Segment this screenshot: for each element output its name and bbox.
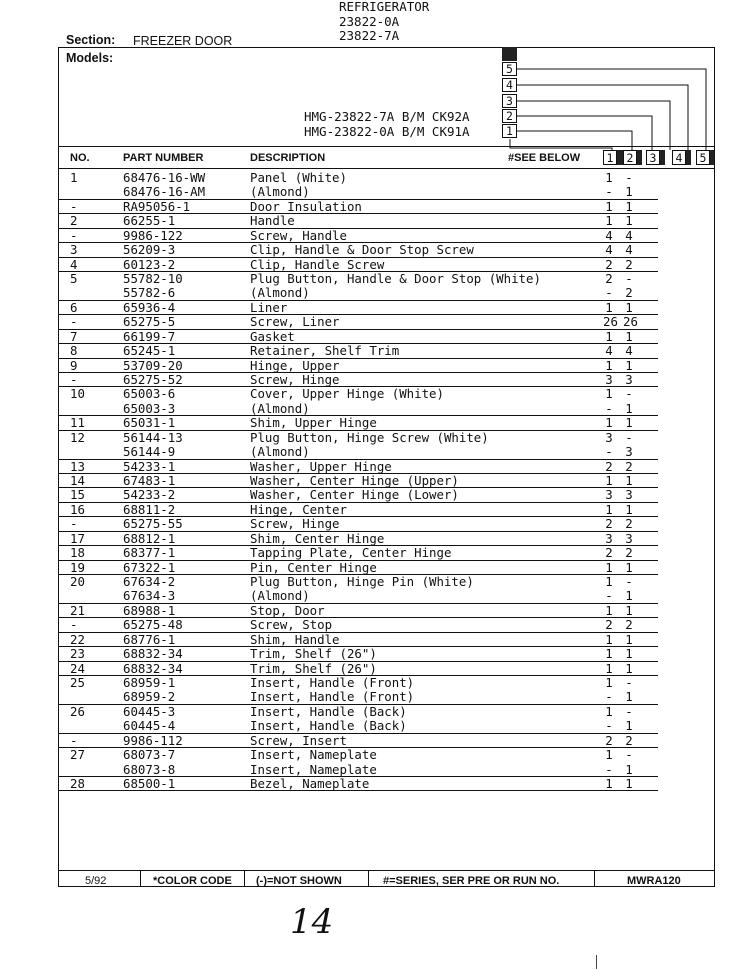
models-label: Models:: [66, 51, 114, 65]
row-no: 6: [70, 299, 78, 315]
row-no: 14: [70, 473, 85, 489]
series-box-4: 4: [502, 78, 517, 92]
table-row: [58, 763, 658, 777]
row-qty-series-2: 2: [625, 617, 633, 633]
row-qty-series-1: 3: [605, 429, 613, 445]
row-qty-series-2: 4: [625, 343, 633, 359]
row-description: Liner: [250, 299, 288, 315]
row-no: -: [70, 198, 78, 214]
row-description: Hinge, Upper: [250, 357, 340, 373]
row-no: 22: [70, 631, 85, 647]
row-part-number: 68476-16-AM: [123, 184, 206, 200]
col-header-see-below: #SEE BELOW: [508, 152, 581, 164]
row-description: Clip, Handle & Door Stop Screw: [250, 242, 474, 258]
row-qty-series-2: 1: [625, 660, 633, 676]
footer-doc-id: MWRA120: [627, 875, 681, 887]
footer-color-code: *COLOR CODE: [153, 875, 232, 887]
row-qty-series-2: -: [625, 429, 633, 445]
row-qty-series-2: 2: [625, 516, 633, 532]
row-description: Plug Button, Hinge Pin (White): [250, 574, 474, 590]
row-qty-series-1: -: [605, 588, 613, 604]
row-part-number: 65003-6: [123, 386, 176, 402]
row-description: Tapping Plate, Center Hinge: [250, 545, 452, 561]
row-no: 3: [70, 242, 78, 258]
row-qty-series-1: 2: [605, 732, 613, 748]
table-row: [58, 719, 658, 733]
table-row: [58, 200, 658, 214]
row-description: Trim, Shelf (26"): [250, 660, 377, 676]
row-qty-series-2: 1: [625, 602, 633, 618]
row-description: (Almond): [250, 444, 310, 460]
row-no: 15: [70, 487, 85, 503]
row-no: 17: [70, 530, 85, 546]
table-row: [58, 517, 658, 531]
row-part-number: 68073-8: [123, 761, 176, 777]
table-row: [58, 402, 658, 416]
row-no: 2: [70, 213, 78, 229]
table-row: [58, 171, 658, 185]
row-no: 25: [70, 675, 85, 691]
row-qty-series-1: 1: [605, 703, 613, 719]
row-no: 10: [70, 386, 85, 402]
row-part-number: 56144-9: [123, 444, 176, 460]
row-part-number: 68811-2: [123, 501, 176, 517]
series-col-3: 3: [646, 150, 660, 165]
row-qty-series-2: -: [625, 675, 633, 691]
row-qty-series-1: 1: [605, 501, 613, 517]
row-part-number: 65275-55: [123, 516, 183, 532]
row-qty-series-1: 1: [605, 198, 613, 214]
row-qty-series-2: 1: [625, 184, 633, 200]
row-part-number: 65275-48: [123, 617, 183, 633]
row-qty-series-1: -: [605, 285, 613, 301]
row-qty-series-1: -: [605, 689, 613, 705]
row-description: Screw, Stop: [250, 617, 333, 633]
row-no: 8: [70, 343, 78, 359]
series-col-1: 1: [603, 150, 617, 165]
row-qty-series-2: -: [625, 271, 633, 286]
row-part-number: 68988-1: [123, 602, 176, 618]
row-part-number: 68073-7: [123, 747, 176, 763]
row-description: Screw, Handle: [250, 227, 347, 243]
row-description: Insert, Handle (Front): [250, 675, 415, 691]
table-row: [58, 431, 658, 445]
row-qty-series-2: -: [625, 574, 633, 590]
row-description: Trim, Shelf (26"): [250, 646, 377, 662]
row-no: 12: [70, 429, 85, 445]
row-qty-series-2: 1: [625, 357, 633, 373]
row-no: -: [70, 314, 78, 330]
footer-sep-1: [140, 870, 141, 887]
row-description: Hinge, Center: [250, 501, 347, 517]
header-divider-top: [58, 146, 715, 147]
table-row: [58, 705, 658, 719]
row-qty-series-1: -: [605, 761, 613, 777]
table-row: [58, 777, 658, 791]
row-description: Stop, Door: [250, 602, 325, 618]
series-col-divider-3: [660, 150, 665, 165]
row-no: -: [70, 732, 78, 748]
row-part-number: 56144-13: [123, 429, 183, 445]
row-description: Door Insulation: [250, 198, 362, 214]
row-qty-series-2: 1: [625, 631, 633, 647]
row-no: 4: [70, 256, 78, 272]
row-part-number: 54233-2: [123, 487, 176, 503]
footer-series-note: #=SERIES, SER PRE OR RUN NO.: [383, 875, 560, 887]
row-part-number: 60445-3: [123, 703, 176, 719]
row-qty-series-1: 26: [603, 314, 618, 330]
table-row: [58, 301, 658, 315]
row-qty-series-1: 3: [605, 487, 613, 503]
row-no: -: [70, 516, 78, 532]
row-part-number: 67322-1: [123, 559, 176, 575]
row-description: Gasket: [250, 328, 295, 344]
row-no: 18: [70, 545, 85, 561]
row-qty-series-2: -: [625, 703, 633, 719]
table-row: [58, 344, 658, 358]
row-description: Shim, Center Hinge: [250, 530, 385, 546]
row-qty-series-1: -: [605, 400, 613, 416]
row-qty-series-1: 1: [605, 675, 613, 691]
row-part-number: 67634-2: [123, 574, 176, 590]
scan-mark: [596, 955, 597, 969]
row-qty-series-2: 3: [625, 444, 633, 460]
series-col-divider-2: [637, 150, 642, 165]
row-description: Plug Button, Handle & Door Stop (White): [250, 271, 541, 286]
row-no: 23: [70, 646, 85, 662]
row-qty-series-1: 1: [605, 776, 613, 792]
table-row: [58, 214, 658, 228]
series-col-4: 4: [672, 150, 686, 165]
row-qty-series-1: 3: [605, 372, 613, 388]
row-qty-series-1: 1: [605, 473, 613, 489]
row-qty-series-2: 1: [625, 415, 633, 431]
row-part-number: 65003-3: [123, 400, 176, 416]
row-qty-series-2: 1: [625, 198, 633, 214]
row-no: 19: [70, 559, 85, 575]
row-qty-series-1: 4: [605, 343, 613, 359]
row-qty-series-2: 1: [625, 689, 633, 705]
row-qty-series-1: 4: [605, 227, 613, 243]
row-no: 20: [70, 574, 85, 590]
row-qty-series-1: 2: [605, 545, 613, 561]
model-line-1: HMG-23822-7A B/M CK92A: [304, 109, 470, 124]
row-no: 26: [70, 703, 85, 719]
row-part-number: 68832-34: [123, 660, 183, 676]
model-line-2: HMG-23822-0A B/M CK91A: [304, 124, 470, 139]
row-qty-series-1: 1: [605, 574, 613, 590]
row-part-number: 68476-16-WW: [123, 170, 206, 185]
row-qty-series-2: 1: [625, 299, 633, 315]
row-description: Washer, Center Hinge (Lower): [250, 487, 459, 503]
row-part-number: 65245-1: [123, 343, 176, 359]
table-row: [58, 690, 658, 704]
row-qty-series-2: 2: [625, 458, 633, 474]
row-description: Washer, Upper Hinge: [250, 458, 392, 474]
row-description: Insert, Nameplate: [250, 761, 377, 777]
row-description: Cover, Upper Hinge (White): [250, 386, 444, 402]
col-header-part-number: PART NUMBER: [123, 152, 204, 164]
row-qty-series-2: 2: [625, 256, 633, 272]
row-qty-series-1: 1: [605, 415, 613, 431]
header-divider-bottom: [58, 168, 715, 169]
row-part-number: 53709-20: [123, 357, 183, 373]
footer-sep-2: [244, 870, 245, 887]
row-part-number: 68377-1: [123, 545, 176, 561]
row-qty-series-2: 2: [625, 285, 633, 301]
series-col-2: 2: [623, 150, 637, 165]
table-row: [58, 589, 658, 603]
table-row: [58, 243, 658, 257]
row-part-number: 9986-112: [123, 732, 183, 748]
title-block: [339, 0, 429, 44]
table-row: [58, 387, 658, 401]
row-qty-series-2: 1: [625, 473, 633, 489]
row-part-number: 68776-1: [123, 631, 176, 647]
row-part-number: 9986-122: [123, 227, 183, 243]
table-row: [58, 445, 658, 459]
row-qty-series-1: 1: [605, 213, 613, 229]
title-line-3: 23822-7A: [339, 28, 400, 43]
row-no: 13: [70, 458, 85, 474]
table-row: [58, 532, 658, 546]
row-part-number: 66199-7: [123, 328, 176, 344]
row-qty-series-1: 2: [605, 458, 613, 474]
row-description: Insert, Handle (Front): [250, 689, 415, 705]
section-value: FREEZER DOOR: [133, 34, 233, 48]
table-row: [58, 315, 658, 329]
row-no: 27: [70, 747, 85, 763]
row-description: Pin, Center Hinge: [250, 559, 377, 575]
table-row: [58, 503, 658, 517]
series-connector-lines: [500, 60, 720, 155]
row-part-number: 68959-2: [123, 689, 176, 705]
row-description: (Almond): [250, 588, 310, 604]
row-no: 21: [70, 602, 85, 618]
row-description: Bezel, Nameplate: [250, 776, 370, 792]
row-part-number: 66255-1: [123, 213, 176, 229]
row-no: 28: [70, 776, 85, 792]
row-qty-series-2: 1: [625, 588, 633, 604]
row-qty-series-2: 1: [625, 776, 633, 792]
row-qty-series-2: 26: [623, 314, 638, 330]
row-qty-series-2: 4: [625, 227, 633, 243]
row-description: Insert, Handle (Back): [250, 703, 407, 719]
row-description: Panel (White): [250, 170, 347, 185]
row-description: (Almond): [250, 285, 310, 301]
row-part-number: 55782-10: [123, 271, 183, 286]
row-part-number: 65275-52: [123, 372, 183, 388]
row-qty-series-1: 1: [605, 660, 613, 676]
row-qty-series-1: -: [605, 184, 613, 200]
row-qty-series-1: -: [605, 718, 613, 734]
row-description: (Almond): [250, 184, 310, 200]
row-description: Clip, Handle Screw: [250, 256, 385, 272]
row-no: -: [70, 227, 78, 243]
table-row: [58, 373, 658, 387]
row-qty-series-2: 3: [625, 530, 633, 546]
row-qty-series-2: 1: [625, 213, 633, 229]
row-qty-series-1: 1: [605, 631, 613, 647]
row-no: 16: [70, 501, 85, 517]
row-part-number: 60445-4: [123, 718, 176, 734]
table-row: [58, 258, 658, 272]
footer-not-shown: (-)=NOT SHOWN: [256, 875, 342, 887]
table-row: [58, 561, 658, 575]
row-qty-series-1: 4: [605, 242, 613, 258]
row-description: Insert, Handle (Back): [250, 718, 407, 734]
row-qty-series-1: 1: [605, 328, 613, 344]
row-qty-series-1: 1: [605, 357, 613, 373]
series-box-3: 3: [502, 94, 517, 108]
table-row: [58, 330, 658, 344]
section-label: Section:: [66, 33, 116, 47]
row-part-number: 65275-5: [123, 314, 176, 330]
series-box-2: 2: [502, 109, 517, 123]
row-qty-series-2: 1: [625, 559, 633, 575]
row-qty-series-1: 1: [605, 170, 613, 185]
row-part-number: 65936-4: [123, 299, 176, 315]
row-part-number: 68812-1: [123, 530, 176, 546]
row-no: 7: [70, 328, 78, 344]
title-line-1: REFRIGERATOR: [339, 0, 430, 14]
table-row: [58, 662, 658, 676]
row-qty-series-2: 1: [625, 646, 633, 662]
row-qty-series-1: 1: [605, 299, 613, 315]
row-qty-series-1: 2: [605, 256, 613, 272]
row-qty-series-2: -: [625, 170, 633, 185]
row-description: (Almond): [250, 400, 310, 416]
table-row: [58, 229, 658, 243]
row-qty-series-1: 3: [605, 530, 613, 546]
table-row: [58, 734, 658, 748]
row-description: Shim, Upper Hinge: [250, 415, 377, 431]
row-description: Handle: [250, 213, 295, 229]
table-row: [58, 359, 658, 373]
series-col-divider-4: [686, 150, 691, 165]
row-no: 11: [70, 415, 85, 431]
row-qty-series-2: 1: [625, 501, 633, 517]
row-part-number: 65031-1: [123, 415, 176, 431]
title-line-2: 23822-0A: [339, 13, 400, 29]
row-qty-series-2: 1: [625, 400, 633, 416]
row-qty-series-2: 1: [625, 718, 633, 734]
row-description: Insert, Nameplate: [250, 747, 377, 763]
table-row: [58, 647, 658, 661]
row-qty-series-2: -: [625, 747, 633, 763]
table-row: [58, 618, 658, 632]
row-description: Screw, Hinge: [250, 372, 340, 388]
table-row: [58, 748, 658, 762]
table-row: [58, 575, 658, 589]
series-box-top-dark: [502, 47, 517, 61]
table-row: [58, 676, 658, 690]
row-qty-series-1: 1: [605, 646, 613, 662]
row-no: 5: [70, 271, 78, 286]
row-no: 9: [70, 357, 78, 373]
handwritten-page-number: 14: [290, 902, 334, 942]
table-row: [58, 185, 658, 199]
row-qty-series-1: 1: [605, 602, 613, 618]
row-part-number: RA95056-1: [123, 198, 191, 214]
row-qty-series-2: 3: [625, 487, 633, 503]
row-qty-series-2: 1: [625, 761, 633, 777]
row-qty-series-1: 2: [605, 271, 613, 286]
table-row: [58, 604, 658, 618]
row-description: Screw, Hinge: [250, 516, 340, 532]
row-qty-series-1: 2: [605, 617, 613, 633]
row-no: 1: [70, 170, 78, 185]
row-description: Screw, Liner: [250, 314, 340, 330]
row-no: -: [70, 617, 78, 633]
row-part-number: 68500-1: [123, 776, 176, 792]
row-qty-series-1: 2: [605, 516, 613, 532]
row-qty-series-1: 1: [605, 747, 613, 763]
row-qty-series-1: 1: [605, 559, 613, 575]
series-col-5: 5: [696, 150, 710, 165]
table-row: [58, 488, 658, 502]
table-row: [58, 416, 658, 430]
footer-divider: [58, 870, 715, 871]
series-box-5: 5: [502, 62, 517, 76]
row-part-number: 55782-6: [123, 285, 176, 301]
row-description: Shim, Handle: [250, 631, 340, 647]
row-qty-series-2: 2: [625, 545, 633, 561]
series-box-1: 1: [502, 124, 517, 138]
table-row: [58, 633, 658, 647]
row-qty-series-2: 2: [625, 732, 633, 748]
row-qty-series-2: 3: [625, 372, 633, 388]
row-part-number: 56209-3: [123, 242, 176, 258]
row-description: Washer, Center Hinge (Upper): [250, 473, 459, 489]
row-description: Plug Button, Hinge Screw (White): [250, 429, 489, 445]
table-row: [58, 272, 658, 286]
table-row: [58, 474, 658, 488]
col-header-no: NO.: [70, 152, 90, 164]
col-header-description: DESCRIPTION: [250, 152, 326, 164]
footer-date: 5/92: [85, 875, 107, 887]
row-no: -: [70, 372, 78, 388]
row-part-number: 68832-34: [123, 646, 183, 662]
row-qty-series-2: 4: [625, 242, 633, 258]
row-part-number: 67483-1: [123, 473, 176, 489]
row-qty-series-2: 1: [625, 328, 633, 344]
row-qty-series-1: 1: [605, 386, 613, 402]
table-row: [58, 546, 658, 560]
table-row: [58, 460, 658, 474]
row-description: Retainer, Shelf Trim: [250, 343, 400, 359]
row-qty-series-1: -: [605, 444, 613, 460]
row-part-number: 54233-1: [123, 458, 176, 474]
footer-sep-4: [594, 870, 595, 887]
row-part-number: 68959-1: [123, 675, 176, 691]
table-row: [58, 286, 658, 300]
row-part-number: 60123-2: [123, 256, 176, 272]
series-col-divider-5: [710, 150, 714, 165]
row-qty-series-2: -: [625, 386, 633, 402]
footer-sep-3: [368, 870, 369, 887]
row-no: 24: [70, 660, 85, 676]
row-description: Screw, Insert: [250, 732, 347, 748]
row-part-number: 67634-3: [123, 588, 176, 604]
